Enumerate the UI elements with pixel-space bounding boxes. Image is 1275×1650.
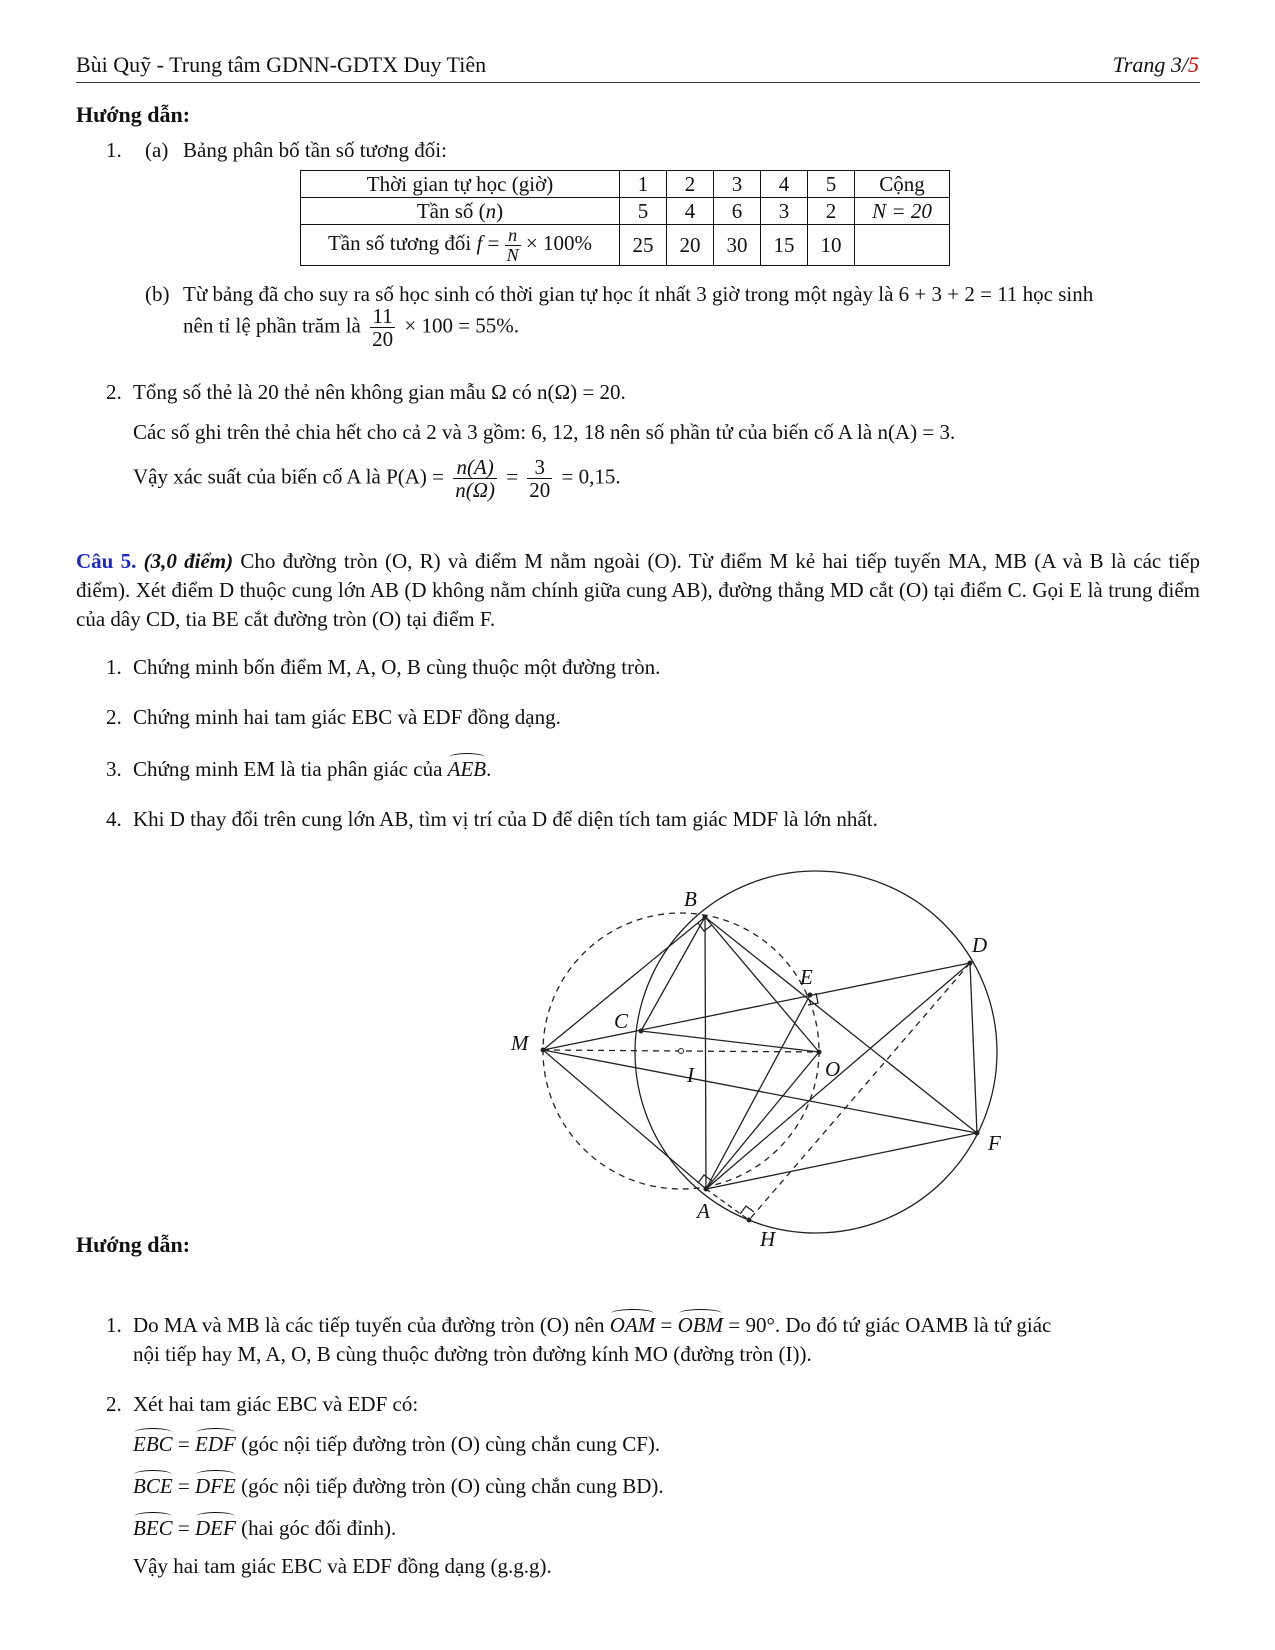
angle-symbol: EDF xyxy=(195,1432,236,1456)
label-O: O xyxy=(825,1057,841,1081)
reason-text: (góc nội tiếp đường tròn (O) cùng chắn cung BD). xyxy=(235,1474,664,1498)
text: = 0,15. xyxy=(561,464,621,489)
point-A xyxy=(704,1187,709,1192)
item-number: 2. xyxy=(106,380,122,404)
guide-heading: Hướng dẫn: xyxy=(76,1232,191,1257)
solution-2-conclusion: Vậy hai tam giác EBC và EDF đồng dạng (g.g.g). xyxy=(133,1554,552,1578)
point-M xyxy=(541,1048,546,1053)
point-B xyxy=(703,915,708,920)
table-cell: 5 xyxy=(620,198,667,225)
point-C xyxy=(639,1029,644,1034)
question-text: Cho đường tròn (O, R) và điểm M nằm ngoài (O). Từ điểm M kẻ hai tiếp tuyến MA, MB (A và B là các tiếp điểm). Xét điểm D thuộc cung lớn AB (D không nằm chính giữa cung AB), đường thẳng MD cắt (O) tại điểm C. Gọi E là trung điểm của dây CD, tia BE cắt đường tròn (O) tại điểm F. xyxy=(76,549,1201,631)
label-F: F xyxy=(988,1131,1001,1155)
fraction-den: n(Ω) xyxy=(455,478,495,503)
label-B: B xyxy=(684,887,697,911)
angle-equality-row: BCE = DFE (góc nội tiếp đường tròn (O) cùng chắn cung BD). xyxy=(133,1474,664,1498)
task-4: Khi D thay đổi trên cung lớn AB, tìm vị trí của D để diện tích tam giác MDF là lớn nhất. xyxy=(133,807,878,831)
table-cell: 2 xyxy=(808,198,855,225)
text: = xyxy=(655,1313,678,1337)
sub-label-a: (a) xyxy=(145,138,169,162)
angle-symbol: AEB xyxy=(447,757,487,781)
line-AE xyxy=(706,995,810,1189)
angle-symbol: OAM xyxy=(609,1313,656,1337)
header-author: Bùi Quỹ - Trung tâm GDNN-GDTX Duy Tiên xyxy=(76,52,487,77)
table-cell: 15 xyxy=(761,225,808,266)
item-number: 1. xyxy=(106,655,122,679)
line-MD xyxy=(543,963,970,1050)
label-A: A xyxy=(697,1199,710,1223)
table-cell: 25 xyxy=(620,225,667,266)
item-number: 2. xyxy=(106,1392,122,1416)
text: Chứng minh EM là tia phân giác của xyxy=(133,757,448,781)
page-number-prefix: Trang 3/ xyxy=(1112,52,1188,77)
fraction-num: 11 xyxy=(370,305,395,328)
cell-text: Tần số tương đối xyxy=(327,230,477,255)
cell-text: Tần số ( xyxy=(416,198,486,223)
text: . xyxy=(486,757,492,781)
fraction-den: N xyxy=(506,244,519,265)
cell-text: ) xyxy=(496,198,504,223)
solution-2-intro: Xét hai tam giác EBC và EDF có: xyxy=(133,1392,419,1416)
label-H: H xyxy=(760,1227,776,1251)
text: nên tỉ lệ phần trăm là xyxy=(183,313,361,338)
angle-symbol: EBC xyxy=(133,1432,173,1456)
table-cell: 30 xyxy=(714,225,761,266)
angle-symbol: DFE xyxy=(195,1474,236,1498)
label-M: M xyxy=(511,1031,529,1055)
sub-label-b: (b) xyxy=(145,282,170,306)
label-C: C xyxy=(614,1009,629,1033)
line-BC xyxy=(641,917,705,1031)
point-O xyxy=(817,1050,822,1055)
table-cell: 4 xyxy=(667,198,714,225)
task-1: Chứng minh bốn điểm M, A, O, B cùng thuộc một đường tròn. xyxy=(133,655,661,679)
solution-1-line2: nội tiếp hay M, A, O, B cùng thuộc đường tròn đường kính MO (đường tròn (I)). xyxy=(133,1342,812,1366)
line-BF xyxy=(705,917,977,1133)
angle-equality-row: EBC = EDF (góc nội tiếp đường tròn (O) cùng chắn cung CF). xyxy=(133,1432,661,1456)
angle-symbol: DEF xyxy=(195,1516,236,1540)
reason-text: (góc nội tiếp đường tròn (O) cùng chắn cung CF). xyxy=(235,1432,661,1456)
cell-text: × 100% xyxy=(520,230,593,255)
line-AO xyxy=(706,1052,819,1189)
fraction-den: 20 xyxy=(372,327,394,352)
line-DF xyxy=(970,963,977,1133)
cell-var: f xyxy=(476,230,483,255)
table-cell: 10 xyxy=(808,225,855,266)
table-cell: N = 20 xyxy=(855,198,950,225)
cell-text: = xyxy=(482,230,505,255)
fraction-num: n(A) xyxy=(453,456,497,479)
sub-b-line1: Từ bảng đã cho suy ra số học sinh có thời gian tự học ít nhất 3 giờ trong một ngày là 6 + 3 + 2 = 11 học sinh xyxy=(183,282,1094,306)
label-E: E xyxy=(800,965,813,989)
item-number: 3. xyxy=(106,757,122,781)
sub-a-text: Bảng phân bố tần số tương đối: xyxy=(183,138,447,162)
angle-equality-row: BEC = DEF (hai góc đối đỉnh). xyxy=(133,1516,397,1540)
question-label: Câu 5. xyxy=(76,549,137,573)
page-total: 5 xyxy=(1188,52,1199,77)
table-cell: 1 xyxy=(620,171,667,198)
point-I xyxy=(679,1049,684,1054)
angle-symbol: BEC xyxy=(133,1516,173,1540)
item-number: 4. xyxy=(106,807,122,831)
table-cell: 3 xyxy=(761,198,808,225)
angle-symbol: OBM xyxy=(677,1313,724,1337)
line-AH xyxy=(706,1189,749,1220)
table-cell: 6 xyxy=(714,198,761,225)
table-cell: Cộng xyxy=(855,171,950,198)
right-angle-H xyxy=(740,1206,754,1214)
reason-text: (hai góc đối đỉnh). xyxy=(235,1516,397,1540)
text: Do MA và MB là các tiếp tuyến của đường tròn (O) nên xyxy=(133,1313,610,1337)
table-cell: 3 xyxy=(714,171,761,198)
table-cell: Thời gian tự học (giờ) xyxy=(301,171,620,198)
label-D: D xyxy=(972,933,988,957)
task-2: Chứng minh hai tam giác EBC và EDF đồng dạng. xyxy=(133,705,561,729)
q2-line1: Tổng số thẻ là 20 thẻ nên không gian mẫu Ω có n(Ω) = 20. xyxy=(133,380,626,404)
item-number: 1. xyxy=(106,1313,122,1337)
point-F xyxy=(975,1131,980,1136)
tangent-MA xyxy=(543,1050,706,1189)
angle-symbol: BCE xyxy=(133,1474,173,1498)
table-cell: 5 xyxy=(808,171,855,198)
text: × 100 = 55%. xyxy=(404,313,520,338)
text: = 90°. Do đó tứ giác OAMB là tứ giác xyxy=(723,1313,1052,1337)
q2-line2: Các số ghi trên thẻ chia hết cho cả 2 và 3 gồm: 6, 12, 18 nên số phần tử của biến cố A là n(A) = 3. xyxy=(133,420,956,444)
table-cell: 20 xyxy=(667,225,714,266)
line-MF xyxy=(543,1050,977,1133)
point-H xyxy=(747,1218,752,1223)
line-AF xyxy=(706,1133,977,1189)
fraction-num: 3 xyxy=(527,456,552,479)
point-E xyxy=(808,993,813,998)
solution-1-line1 xyxy=(133,1313,1051,1338)
question-points: (3,0 điểm) xyxy=(143,549,234,573)
fraction-den: 20 xyxy=(529,478,551,503)
item-number: 2. xyxy=(106,705,122,729)
table-cell: 2 xyxy=(667,171,714,198)
text: = xyxy=(506,464,519,489)
cell-var: n xyxy=(485,198,497,223)
item-number: 1. xyxy=(106,138,122,162)
text: Vậy xác suất của biến cố A là P(A) = xyxy=(133,464,445,489)
fraction-num: n xyxy=(505,226,521,246)
line-CO xyxy=(641,1031,819,1052)
guide-heading: Hướng dẫn: xyxy=(76,102,191,127)
table-cell: 4 xyxy=(761,171,808,198)
point-D xyxy=(968,961,973,966)
label-I: I xyxy=(687,1063,694,1087)
line-BA xyxy=(705,917,706,1189)
